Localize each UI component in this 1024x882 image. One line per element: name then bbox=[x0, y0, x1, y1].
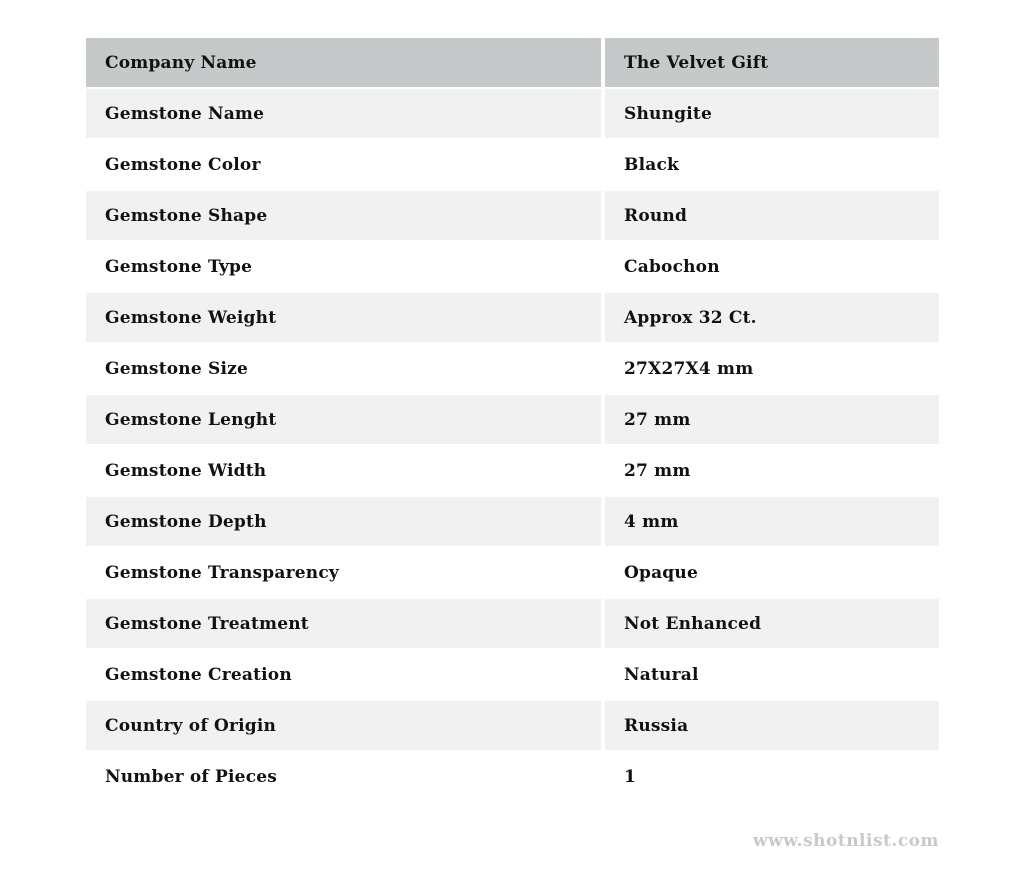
spec-value: Black bbox=[605, 140, 939, 189]
table-row bbox=[86, 650, 939, 699]
spec-value: Cabochon bbox=[605, 242, 939, 291]
spec-value: 27X27X4 mm bbox=[605, 344, 939, 393]
spec-label: Gemstone Transparency bbox=[86, 548, 601, 597]
spec-label: Gemstone Color bbox=[86, 140, 601, 189]
spec-label: Gemstone Size bbox=[86, 344, 601, 393]
spec-value: 1 bbox=[605, 752, 939, 801]
spec-label: Gemstone Lenght bbox=[86, 395, 601, 444]
spec-value: Natural bbox=[605, 650, 939, 699]
table-row bbox=[86, 344, 939, 393]
spec-label: Country of Origin bbox=[86, 701, 601, 750]
spec-label: Gemstone Width bbox=[86, 446, 601, 495]
table-row bbox=[86, 446, 939, 495]
spec-label: Number of Pieces bbox=[86, 752, 601, 801]
spec-value: Shungite bbox=[605, 89, 939, 138]
spec-label: Gemstone Treatment bbox=[86, 599, 601, 648]
table-row bbox=[86, 38, 939, 87]
spec-value: Approx 32 Ct. bbox=[605, 293, 939, 342]
table-row bbox=[86, 599, 939, 648]
table-row bbox=[86, 293, 939, 342]
spec-value: 4 mm bbox=[605, 497, 939, 546]
spec-label: Gemstone Weight bbox=[86, 293, 601, 342]
watermark-text: www.shotnlist.com bbox=[752, 831, 939, 851]
table-row bbox=[86, 242, 939, 291]
spec-value: 27 mm bbox=[605, 446, 939, 495]
spec-value: Not Enhanced bbox=[605, 599, 939, 648]
table-row bbox=[86, 701, 939, 750]
spec-label: Gemstone Type bbox=[86, 242, 601, 291]
spec-label: Gemstone Creation bbox=[86, 650, 601, 699]
spec-value: Round bbox=[605, 191, 939, 240]
table-row bbox=[86, 140, 939, 189]
table-row bbox=[86, 548, 939, 597]
gemstone-spec-table bbox=[86, 38, 939, 803]
table-row bbox=[86, 89, 939, 138]
spec-value: 27 mm bbox=[605, 395, 939, 444]
spec-label: Gemstone Depth bbox=[86, 497, 601, 546]
table-row bbox=[86, 752, 939, 801]
spec-label: Gemstone Name bbox=[86, 89, 601, 138]
spec-label: Gemstone Shape bbox=[86, 191, 601, 240]
table-row bbox=[86, 191, 939, 240]
table-row bbox=[86, 497, 939, 546]
spec-value: The Velvet Gift bbox=[605, 38, 939, 87]
spec-value: Russia bbox=[605, 701, 939, 750]
spec-label: Company Name bbox=[86, 38, 601, 87]
spec-value: Opaque bbox=[605, 548, 939, 597]
table-row bbox=[86, 395, 939, 444]
